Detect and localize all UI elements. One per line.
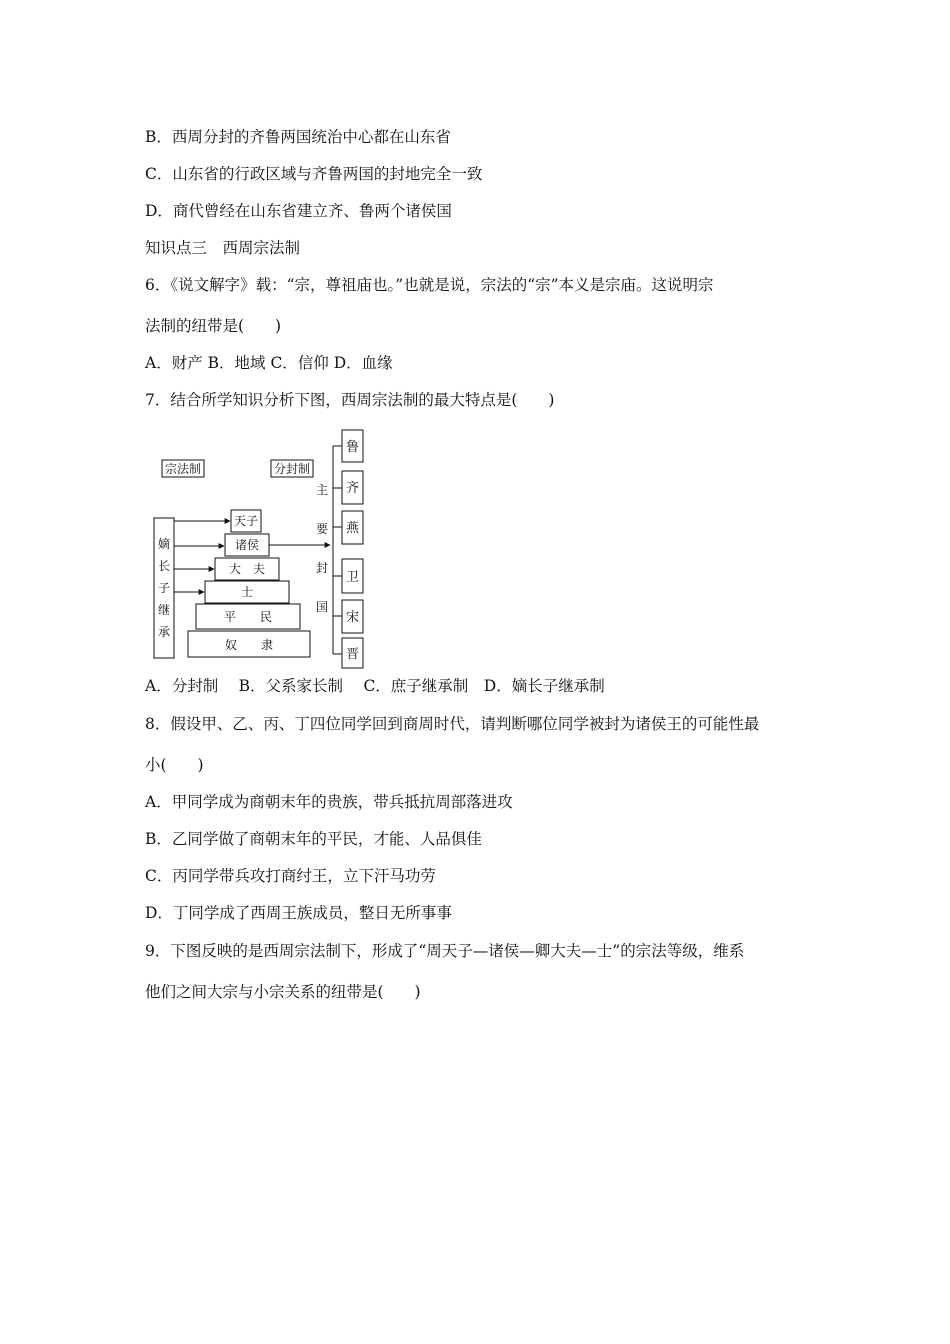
q6-options: A．财产 B．地域 C．信仰 D．血缘 xyxy=(145,354,393,372)
main-states-char: 要 xyxy=(315,522,329,536)
q7-options: A．分封制 B．父系家长制 C．庶子继承制 D．嫡长子继承制 xyxy=(145,677,605,695)
state-qi: 齐 xyxy=(345,481,360,496)
pyramid-nuli: 奴 隶 xyxy=(224,638,274,652)
fenfeng-label: 分封制 xyxy=(273,462,311,476)
main-states-char: 封 xyxy=(315,561,329,575)
pyramid-dafu: 大 夫 xyxy=(228,562,266,576)
q8-stem-line2: 小( ) xyxy=(145,756,204,774)
section-heading: 知识点三 西周宗法制 xyxy=(145,239,301,257)
inheritance-char: 嫡 xyxy=(157,537,171,551)
diagram-svg xyxy=(150,428,380,670)
inheritance-char: 继 xyxy=(157,603,171,617)
main-states-char: 国 xyxy=(315,600,329,614)
q9-stem-line2: 他们之间大宗与小宗关系的纽带是( ) xyxy=(145,983,421,1001)
q5-option-d: D．商代曾经在山东省建立齐、鲁两个诸侯国 xyxy=(145,202,452,220)
state-lu: 鲁 xyxy=(345,440,360,455)
state-yan: 燕 xyxy=(345,521,360,536)
main-states-char: 主 xyxy=(315,483,329,497)
q8-option-a: A．甲同学成为商朝末年的贵族，带兵抵抗周部落进攻 xyxy=(145,793,513,811)
zongfa-fenfeng-diagram xyxy=(150,428,380,670)
state-song: 宋 xyxy=(345,610,360,625)
q8-stem-line1: 8．假设甲、乙、丙、丁四位同学回到商周时代，请判断哪位同学被封为诸侯王的可能性最 xyxy=(145,715,760,733)
q6-stem-line2: 法制的纽带是( ) xyxy=(145,317,282,335)
q5-option-c: C．山东省的行政区域与齐鲁两国的封地完全一致 xyxy=(145,165,483,183)
inheritance-char: 长 xyxy=(157,559,171,573)
q8-option-b: B．乙同学做了商朝末年的平民，才能、人品俱佳 xyxy=(145,830,482,848)
pyramid-pingmin: 平 民 xyxy=(223,610,273,624)
state-jin: 晋 xyxy=(345,647,360,662)
pyramid-tianzi: 天子 xyxy=(233,514,259,528)
q6-stem-line1: 6．《说文解字》载：“宗，尊祖庙也。”也就是说，宗法的“宗”本义是宗庙。这说明宗 xyxy=(145,276,714,294)
pyramid-shi: 士 xyxy=(240,585,254,599)
q8-option-c: C．丙同学带兵攻打商纣王，立下汗马功劳 xyxy=(145,867,436,885)
q8-option-d: D．丁同学成了西周王族成员，整日无所事事 xyxy=(145,904,452,922)
q9-stem-line1: 9．下图反映的是西周宗法制下，形成了“周天子—诸侯—卿大夫—士”的宗法等级，维系 xyxy=(145,942,745,960)
inheritance-char: 子 xyxy=(157,581,171,595)
state-wei: 卫 xyxy=(345,570,360,585)
q7-stem: 7．结合所学知识分析下图，西周宗法制的最大特点是( ) xyxy=(145,391,555,409)
inheritance-char: 承 xyxy=(157,625,171,639)
q5-option-b: B．西周分封的齐鲁两国统治中心都在山东省 xyxy=(145,128,451,146)
pyramid-zhuhou: 诸侯 xyxy=(234,538,260,552)
zongfa-label: 宗法制 xyxy=(164,462,202,476)
